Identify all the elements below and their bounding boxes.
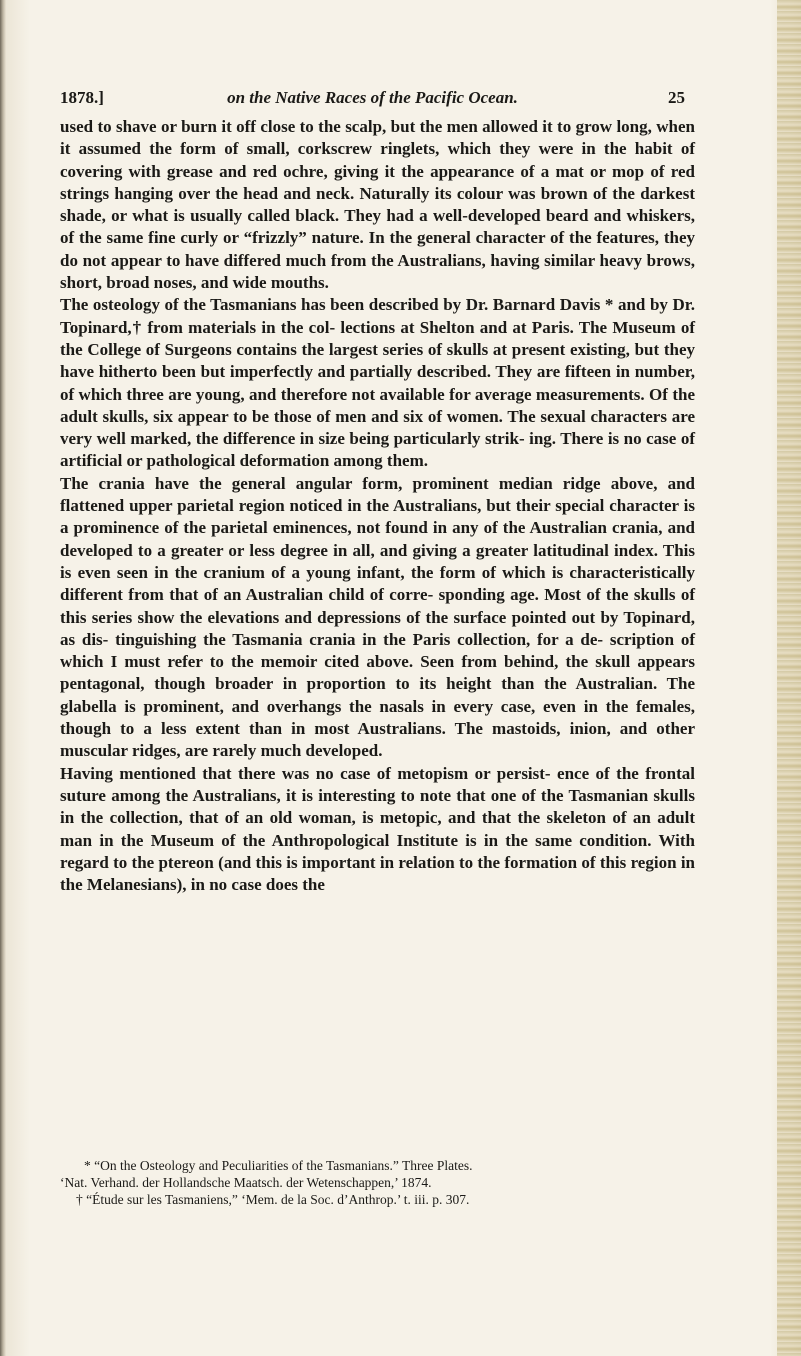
footnote-continuation: ‘Nat. Verhand. der Hollandsche Maatsch. der Wetenschappen,’ 1874. xyxy=(60,1175,432,1190)
footnote: † “Étude sur les Tasmaniens,” ‘Mem. de la Soc. d’Anthrop.’ t. iii. p. 307. xyxy=(76,1192,470,1207)
running-title: on the Native Races of the Pacific Ocean. xyxy=(227,88,518,107)
paragraph: The osteology of the Tasmanians has been described by Dr. Barnard Davis * and by Dr. Topinard,† from materials in the col- lections at Shelton and at Paris. The Museum of the College of Surgeons contains the largest series of skulls at present existing, but they have hitherto been but imperfectly and partially described. They are fifteen in number, of which three are young, and therefore not available for average measurements. Of the adult skulls, six appear to be those of men and six of women. The sexual characters are very well marked, the difference in size being particularly strik- ing. There is no case of artificial or pathological deformation among them. xyxy=(60,295,695,471)
page-edge xyxy=(777,0,801,1356)
footnotes xyxy=(60,1157,700,1208)
running-header xyxy=(60,88,685,118)
header-year: 1878.] xyxy=(60,88,104,107)
page-binding-shadow xyxy=(0,0,6,1356)
footnote: * “On the Osteology and Peculiarities of the Tasmanians.” Three Plates. xyxy=(84,1158,473,1173)
paragraph: used to shave or burn it off close to the scalp, but the men allowed it to grow long, when it assumed the form of small, corkscrew ringlets, which they were in the habit of covering with grease and red ochre, giving it the appearance of a mat or mop of red strings hanging over the head and neck. Naturally its colour was brown of the darkest shade, or what is usually called black. They had a well-developed beard and whiskers, of the same fine curly or “frizzly” nature. In the general character of the features, they do not appear to have differed much from the Australians, having similar heavy brows, short, broad noses, and wide mouths. xyxy=(60,117,695,293)
paragraph: The crania have the general angular form, prominent median ridge above, and flattened upper parietal region noticed in the Australians, but their special character is a prominence of the parietal eminences, not found in any of the Australian crania, and developed to a greater or less degree in all, and giving a greater latitudinal index. This is even seen in the cranium of a young infant, the form of which is characteristically different from that of an Australian child of corre- sponding age. Most of the skulls of this series show the elevations and depressions of the surface pointed out by Topinard, as dis- tinguishing the Tasmania crania in the Paris collection, for a de- scription of which I must refer to the memoir cited above. Seen from behind, the skull appears pentagonal, though broader in proportion to its height than the Australian. The glabella is prominent, and overhangs the nasals in every case, even in the females, though to a less extent than in most Australians. The mastoids, inion, and other muscular ridges, are rarely much developed. xyxy=(60,473,695,761)
paragraph: Having mentioned that there was no case of metopism or persist- ence of the frontal suture among the Australians, it is interesting to note that one of the Tasmanian skulls in the collection, that of an old woman, is metopic, and that the skeleton of an adult man in the Museum of the Anthropological Institute is in the same condition. With regard to the ptereon (and this is important in relation to the formation of this region in the Melanesians), in no case does the xyxy=(60,763,695,895)
main-text xyxy=(60,116,695,896)
page-number: 25 xyxy=(668,88,685,107)
